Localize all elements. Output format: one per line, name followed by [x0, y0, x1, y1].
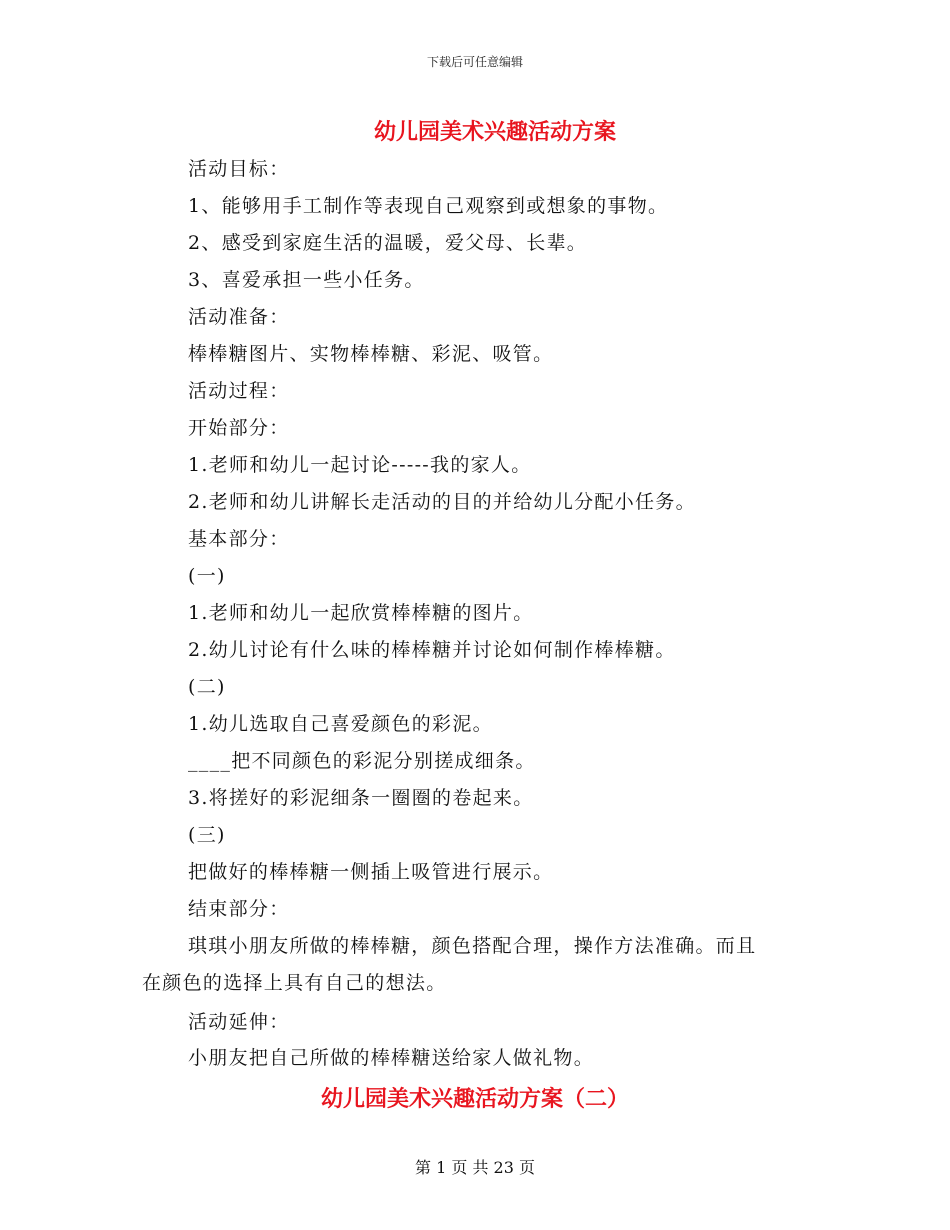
body-line: 在颜色的选择上具有自己的想法。	[142, 972, 447, 994]
body-line: ____把不同颜色的彩泥分别搓成细条。	[188, 750, 536, 772]
body-line: 开始部分：	[188, 417, 290, 439]
body-line: 琪琪小朋友所做的棒棒糖，颜色搭配合理，操作方法准确。而且	[188, 935, 757, 957]
body-line: (三)	[188, 824, 226, 846]
body-line: 1、能够用手工制作等表现自己观察到或想象的事物。	[188, 195, 669, 217]
body-line: 3.将搓好的彩泥细条一圈圈的卷起来。	[188, 787, 534, 809]
body-line: (一)	[188, 565, 226, 587]
body-line: 结束部分：	[188, 898, 290, 920]
page-header-note: 下载后可任意编辑	[426, 55, 523, 69]
body-line: 活动延伸：	[188, 1011, 290, 1033]
body-line: 1.幼儿选取自己喜爱颜色的彩泥。	[188, 713, 493, 735]
body-line: 活动目标：	[188, 158, 290, 180]
body-line: 小朋友把自己所做的棒棒糖送给家人做礼物。	[188, 1047, 595, 1069]
body-line: 活动准备：	[188, 306, 290, 328]
document-title: 幼儿园美术兴趣活动方案	[373, 119, 616, 145]
body-line: (二)	[188, 676, 226, 698]
body-line: 2、感受到家庭生活的温暖，爱父母、长辈。	[188, 232, 588, 254]
body-line: 棒棒糖图片、实物棒棒糖、彩泥、吸管。	[188, 343, 554, 365]
body-line: 把做好的棒棒糖一侧插上吸管进行展示。	[188, 861, 554, 883]
body-line: 3、喜爱承担一些小任务。	[188, 269, 425, 291]
page-footer-number: 第 1 页 共 23 页	[415, 1158, 535, 1177]
body-line: 2.幼儿讨论有什么味的棒棒糖并讨论如何制作棒棒糖。	[188, 639, 676, 661]
body-line: 1.老师和幼儿一起欣赏棒棒糖的图片。	[188, 602, 534, 624]
body-line: 1.老师和幼儿一起讨论-----我的家人。	[188, 454, 532, 476]
body-line: 基本部分：	[188, 528, 290, 550]
body-line: 活动过程：	[188, 380, 290, 402]
section-title-2: 幼儿园美术兴趣活动方案（二）	[320, 1086, 629, 1112]
body-line: 2.老师和幼儿讲解长走活动的目的并给幼儿分配小任务。	[188, 491, 696, 513]
